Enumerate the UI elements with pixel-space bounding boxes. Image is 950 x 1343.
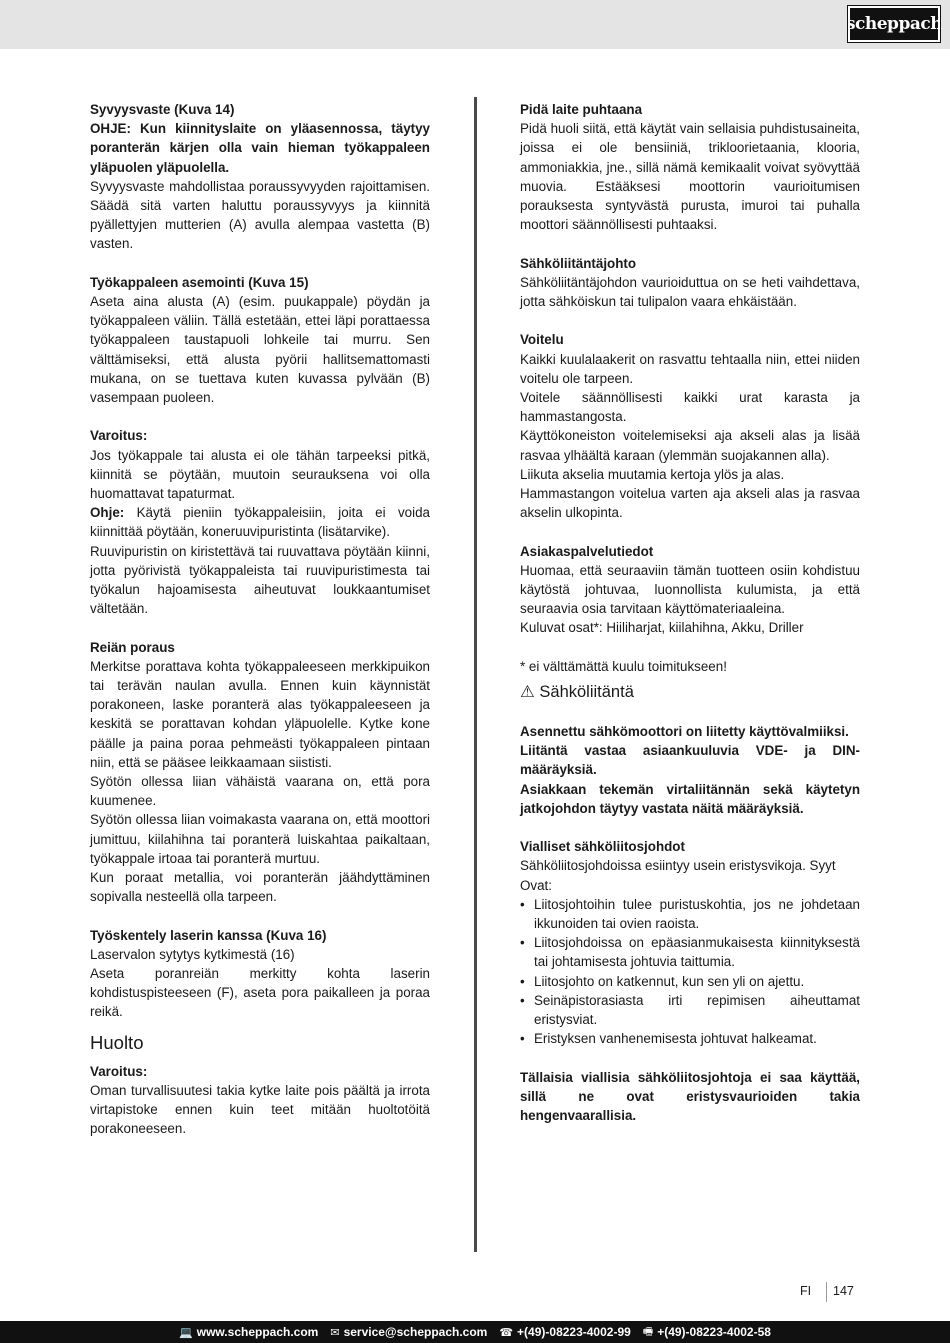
body-text: Laservalon sytytys kytkimestä (16) [90, 946, 295, 962]
scheppach-logo: scheppach [848, 6, 940, 42]
section-title: Työkappaleen asemointi (Kuva 15) [90, 274, 309, 290]
section-title: Asiakaspalvelutiedot [520, 543, 654, 559]
bold-notice: Tällaisia viallisia sähköliitosjohtoja ei saa käyttää, sillä ne ovat eristysvaurioiden takia hengenvaarallisia. [520, 1069, 860, 1124]
warning-heading [520, 680, 860, 704]
body-text: Syötön ollessa liian voimakasta vaarana on, että moottori jumittuu, kiilahihna tai poranterä luiskahtaa paikaltaan, työkappale irtoaa tai poranterä murtuu. [90, 812, 430, 866]
warning-title: Varoitus: [90, 428, 148, 444]
warning-triangle-icon: ⚠ [520, 683, 535, 702]
body-text: Liikuta akselia muutamia kertoja ylös ja alas. [520, 466, 785, 482]
header-bar [0, 0, 950, 49]
body-text: Sähköliitosjohdoissa esiintyy usein eristysvikoja. Syyt [520, 858, 836, 874]
bold-notice: Asiakkaan tekemän virtaliitännän sekä käytetyn jatkojohdon täytyy vastata näitä määräyksiä. [520, 781, 860, 816]
body-text: Aseta aina alusta (A) (esim. puukappale) pöydän ja työkappaleen väliin. Tällä estetään, ettei läpi porattaessa työkappaleen taustapuoli lohkeile tai murru. Sen välttämiseksi, että alusta pyörii hallitsemattomasti mukana, on se tuettava kuten kuvassa pylvään (B) vasempaan puoleen. [90, 294, 430, 406]
body-text: Syötön ollessa liian vähäistä vaarana on, että pora kuumenee. [90, 774, 430, 809]
body-text: Käyttökoneiston voitelemiseksi aja akseli alas ja lisää rasvaa ylhäältä karaan (ylemmän suojakannen alla). [520, 428, 860, 463]
right-column [520, 100, 860, 1125]
list-item: • Liitosjohto on katkennut, kun sen yli on ajettu. [520, 972, 860, 991]
footnote-text: * ei välttämättä kuulu toimitukseen! [520, 658, 727, 674]
phone-text: +(49)-08223-4002-99 [517, 1325, 631, 1339]
body-text: Ruuvipuristin on kiristettävä tai ruuvattava pöytään kiinni, jotta pyörivistä työkappaleista tai ruuvipuristimesta tai työkalun hajoamisesta aiheutuvat loukkaantumiset vältetään. [90, 543, 430, 617]
fax-text: +(49)-08223-4002-58 [657, 1325, 771, 1339]
email-link[interactable] [330, 1325, 487, 1339]
body-text: Jos työkappale tai alusta ei ole tähän tarpeeksi pitkä, kiinnitä se pöytään, muutoin seurauksena voi olla huomattavat tapaturmat. [90, 447, 430, 502]
section-title: Sähköliitäntäjohto [520, 255, 637, 271]
left-column [90, 100, 430, 1139]
computer-icon: 💻 [179, 1326, 193, 1339]
body-text: Merkitse porattava kohta työkappaleeseen merkkipuikon tai terävän naulan avulla. Ennen kuin käynnistät porakoneen, laske poranterä alas työkappaleeseen ja keskitä se porattavan kohdan yläpuolelle. Kytke kone päälle ja paina poraa pehmeästi työkappaleen pintaan niin, että se pääsee leikkaamaan siististi. [90, 658, 430, 770]
body-text: Aseta poranreiän merkitty kohta laserin kohdistuspisteeseen (F), aseta pora paikalleen ja poraa reikä. [90, 966, 430, 1020]
website-text: www.scheppach.com [196, 1325, 319, 1339]
bullet-list [520, 895, 860, 1049]
section-title: Reiän poraus [90, 639, 175, 655]
page-number: 147 [833, 1284, 854, 1298]
section-title: Työskentely laserin kanssa (Kuva 16) [90, 927, 327, 943]
body-text: Kuluvat osat*: Hiiliharjat, kiilahihna, Akku, Driller [520, 620, 804, 636]
page-separator [826, 1282, 827, 1302]
bold-notice: Liitäntä vastaa asiaankuuluvia VDE- ja DIN-määräyksiä. [520, 743, 860, 778]
hint-text [90, 503, 430, 541]
body-text: Kaikki kuulalaakerit on rasvattu tehtaalla niin, ettei niiden voitelu ole tarpeen. [520, 351, 860, 386]
note-text: OHJE: Kun kiinnityslaite on yläasennossa, täytyy poranterän kärjen olla vain hieman työkappaleen yläpuolen yläpuolella. [90, 121, 430, 175]
body-text: Oman turvallisuutesi takia kytke laite pois päältä ja irrota virtapistoke ennen kuin teet mitään huoltotöitä porakoneeseen. [90, 1082, 430, 1137]
hint-label: Ohje: [90, 505, 125, 521]
warning-title: Varoitus: [90, 1063, 148, 1079]
body-text: Huomaa, että seuraaviin tämän tuotteen osiin kohdistuu käytöstä johtuvaa, luonnollista kulumista, ja että seuraavia osia tarvitaan käyttömateriaaleina. [520, 562, 860, 617]
warning-heading-text: Sähköliitäntä [539, 683, 634, 702]
email-text: service@scheppach.com [343, 1325, 488, 1339]
email-icon: ✉ [330, 1326, 340, 1339]
body-text: Ovat: [520, 877, 552, 893]
fax-icon: 🖷 [642, 1325, 654, 1338]
list-item: • Seinäpistorasiasta irti repimisen aiheuttamat eristysviat. [520, 991, 860, 1029]
list-item: • Eristyksen vanhenemisesta johtuvat halkeamat. [520, 1029, 860, 1048]
section-title: Voitelu [520, 332, 564, 348]
body-text: Sähköliitäntäjohdon vaurioiduttua on se heti vaihdettava, jotta sähköiskun tai tulipalon vaara ehkäistään. [520, 274, 860, 310]
section-title: Pidä laite puhtaana [520, 102, 643, 117]
list-item: • Liitosjohtoihin tulee puristuskohtia, jos ne johdetaan ikkunoiden tai ovien raoista. [520, 895, 860, 933]
language-code: FI [800, 1284, 812, 1298]
body-text: Syvyysvaste mahdollistaa poraussyvyyden rajoittamisen. Säädä sitä varten haluttu poraussyvyys ja kiinnitä pyällettyjen mutterien (A) avulla alempaa vastetta (B) vasten. [90, 178, 430, 252]
section-title: Vialliset sähköliitosjohdot [520, 839, 685, 855]
list-item: • Liitosjohdoissa on epäasianmukaisesta kiinnityksestä tai johtamisesta johtuvia taittumia. [520, 933, 860, 971]
column-divider [474, 97, 477, 1252]
contact-bar [0, 1321, 950, 1343]
hint-body: Käytä pieniin työkappaleisiin, joita ei voida kiinnittää pöytään, koneruuvipuristinta (lisätarvike). [90, 505, 430, 540]
body-text: Voitele säännöllisesti kaikki urat karasta ja hammastangosta. [520, 390, 860, 425]
body-text: Kun poraat metallia, voi poranterän jäähdyttäminen sopivalla nesteellä olla tarpeen. [90, 870, 430, 905]
body-text: Pidä huoli siitä, että käytät vain sellaisia puhdistusaineita, joissa ei ole bensiiniä, trikloorietaania, klooria, ammoniakkia, jne., sillä nämä kemikaalit voivat syövyttää muovia. Estääksesi moottorin vaurioitumisen porauksesta syntyvästä purusta, imuroi tai puhalla moottori säännöllisesti puhtaaksi. [520, 121, 860, 233]
body-text: Hammastangon voitelua varten aja akseli alas ja rasvaa akselin ulkopinta. [520, 486, 860, 521]
section-title: Syvyysvaste (Kuva 14) [90, 102, 235, 117]
fax-info [643, 1323, 771, 1342]
phone-link[interactable] [499, 1325, 630, 1339]
bold-notice: Asennettu sähkömoottori on liitetty käyttövalmiiksi. [520, 724, 849, 740]
chapter-heading: Huolto [90, 1031, 144, 1053]
website-link[interactable] [179, 1325, 318, 1339]
phone-icon: ☎ [499, 1326, 514, 1339]
